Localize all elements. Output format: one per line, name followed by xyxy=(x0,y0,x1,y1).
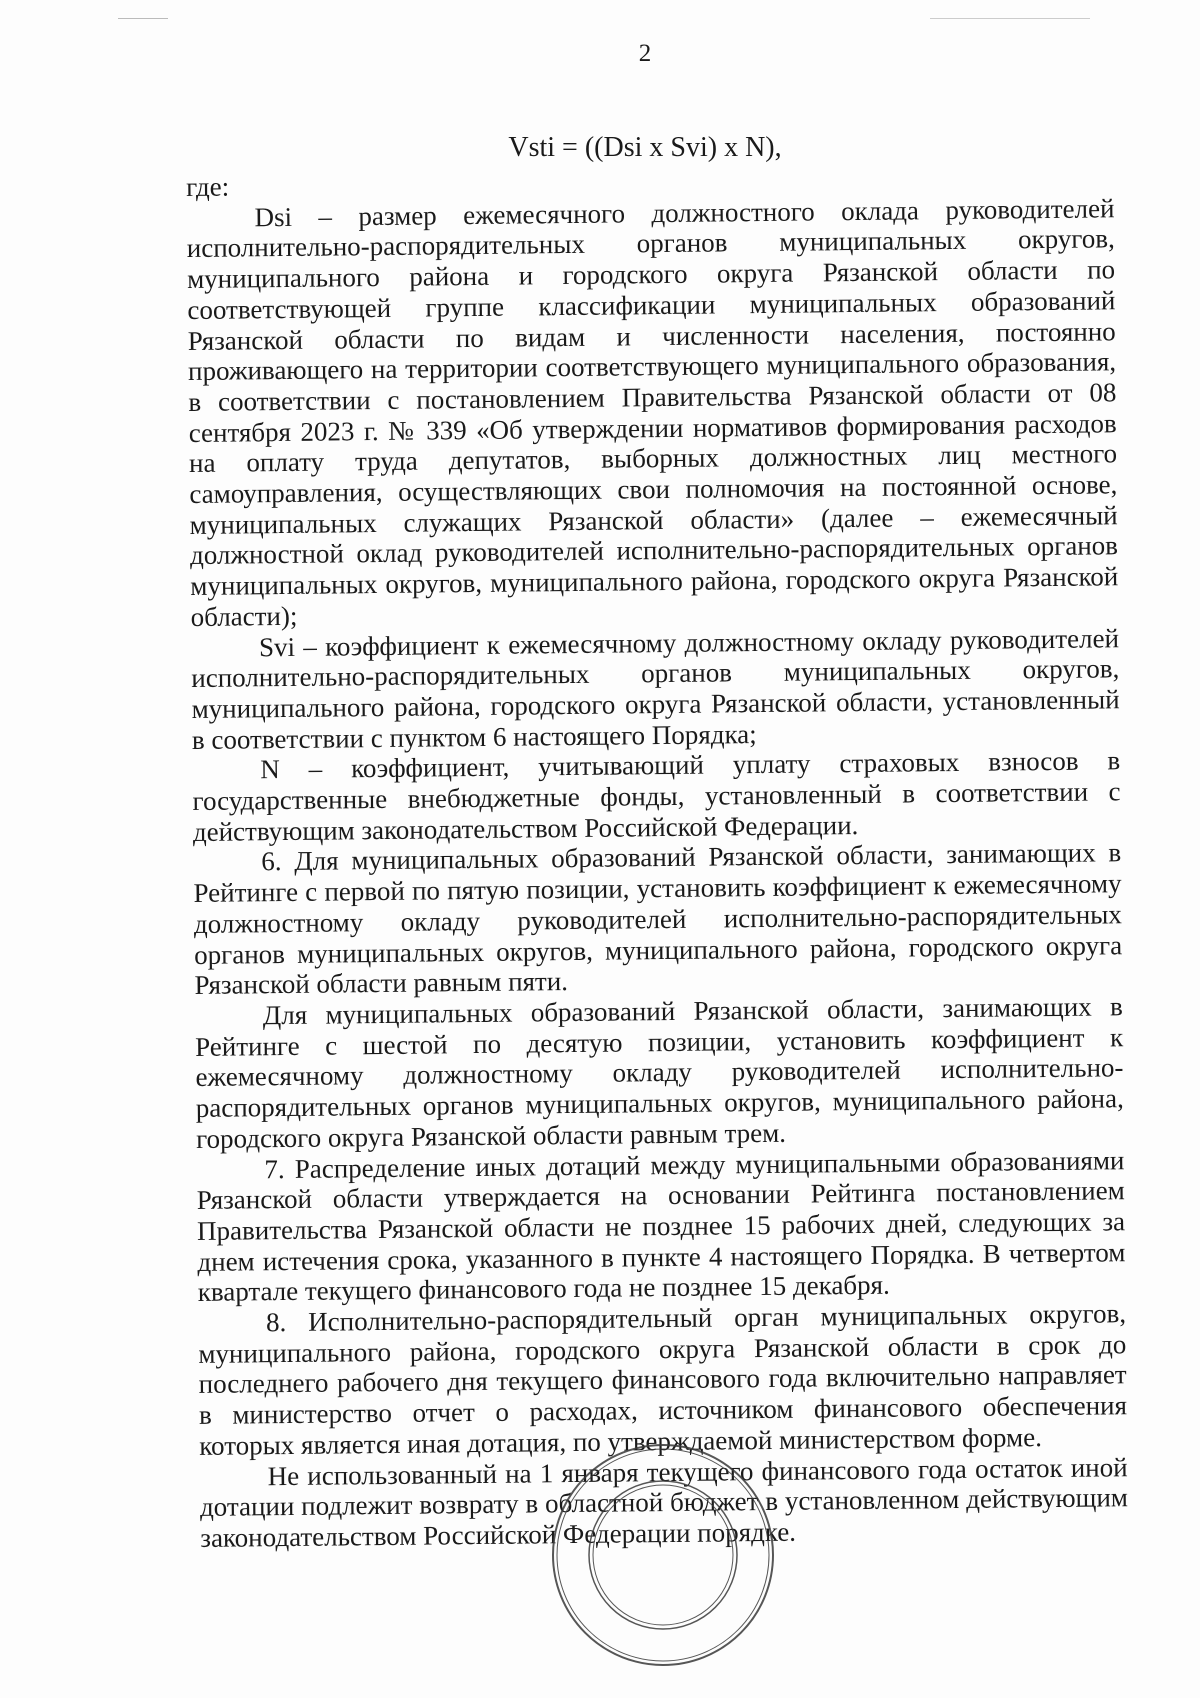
paragraph-item-6: 6. Для муниципальных образований Рязанской области, занимающих в Рейтинге с первой по пятую позиции, установить коэффициент к ежемесячному должностному окладу руководителей исполнительно-распорядительных органов муниципальных округов, муниципального района, городского округа Рязанской области равным пяти. xyxy=(193,837,1123,1001)
paragraph-dsi: Dsi – размер ежемесячного должностного оклада руководителей исполнительно-распорядительных органов муниципальных округов, муниципального района и городского округа Рязанской области по соответствующей группе классификации муниципальных образований Рязанской области по видам и численности населения, постоянно проживающего на территории соответствующего муниципального образования, в соответствии с постановлением Правительства Рязанской области от 08 сентября 2023 г. № 339 «Об утверждении нормативов формирования расходов на оплату труда депутатов, выборных должностных лиц местного самоуправления, осуществляющих свои полномочия на постоянной основе, муниципальных служащих Рязанской области» (далее – ежемесячный должностной оклад руководителей исполнительно-распорядительных органов муниципальных округов, муниципального района, городского округа Рязанской области); xyxy=(186,192,1119,632)
paragraph-item-6-second: Для муниципальных образований Рязанской области, занимающих в Рейтинге с шестой по десятую позиции, установить коэффициент к ежемесячному должностному окладу руководителей исполнительно-распорядительных органов муниципальных округов, муниципального района, городского округа Рязанской области равным трем. xyxy=(195,991,1124,1154)
paragraph-svi: Svi – коэффициент к ежемесячному должностному окладу руководителей исполнительно-распорядительных органов муниципальных округов, муниципального района, городского округа Рязанской области, установленный в соответствии с пунктом 6 настоящего Порядка; xyxy=(191,622,1120,755)
paragraph-item-7: 7. Распределение иных дотаций между муниципальными образованиями Рязанской области утверждается на основании Рейтинга постановлением Правительства Рязанской области не позднее 15 рабочих дней, следующих за днем истечения срока, указанного в пункте 4 настоящего Порядка. В четвертом квартале текущего финансового года не позднее 15 декабря. xyxy=(196,1144,1126,1308)
official-stamp xyxy=(548,1440,778,1670)
paragraph-where: где: xyxy=(186,171,230,202)
formula: Vsti = ((Dsi x Svi) x N), xyxy=(508,132,782,163)
document-body xyxy=(186,162,1128,1553)
paragraph-remainder: Не использованный на 1 января текущего финансового года остаток иной дотации подлежит возврату в областной бюджет в установленном действующим законодательством Российской Федерации порядке. xyxy=(199,1451,1129,1553)
scan-artifact xyxy=(118,18,168,19)
page-number: 2 xyxy=(638,40,652,67)
paragraph-n: N – коэффициент, учитывающий уплату страховых взносов в государственные внебюджетные фонды, установленный в соответствии с действующим законодательством Российской Федерации. xyxy=(192,745,1121,847)
scan-artifact xyxy=(930,18,1090,19)
paragraph-item-8: 8. Исполнительно-распорядительный орган муниципальных округов, муниципального района, городского округа Рязанской области в срок до последнего рабочего дня текущего финансового года включительно направляет в министерство отчет о расходах, источником финансового обеспечения которых является иная дотация, по утверждаемой министерством форме. xyxy=(198,1298,1128,1461)
